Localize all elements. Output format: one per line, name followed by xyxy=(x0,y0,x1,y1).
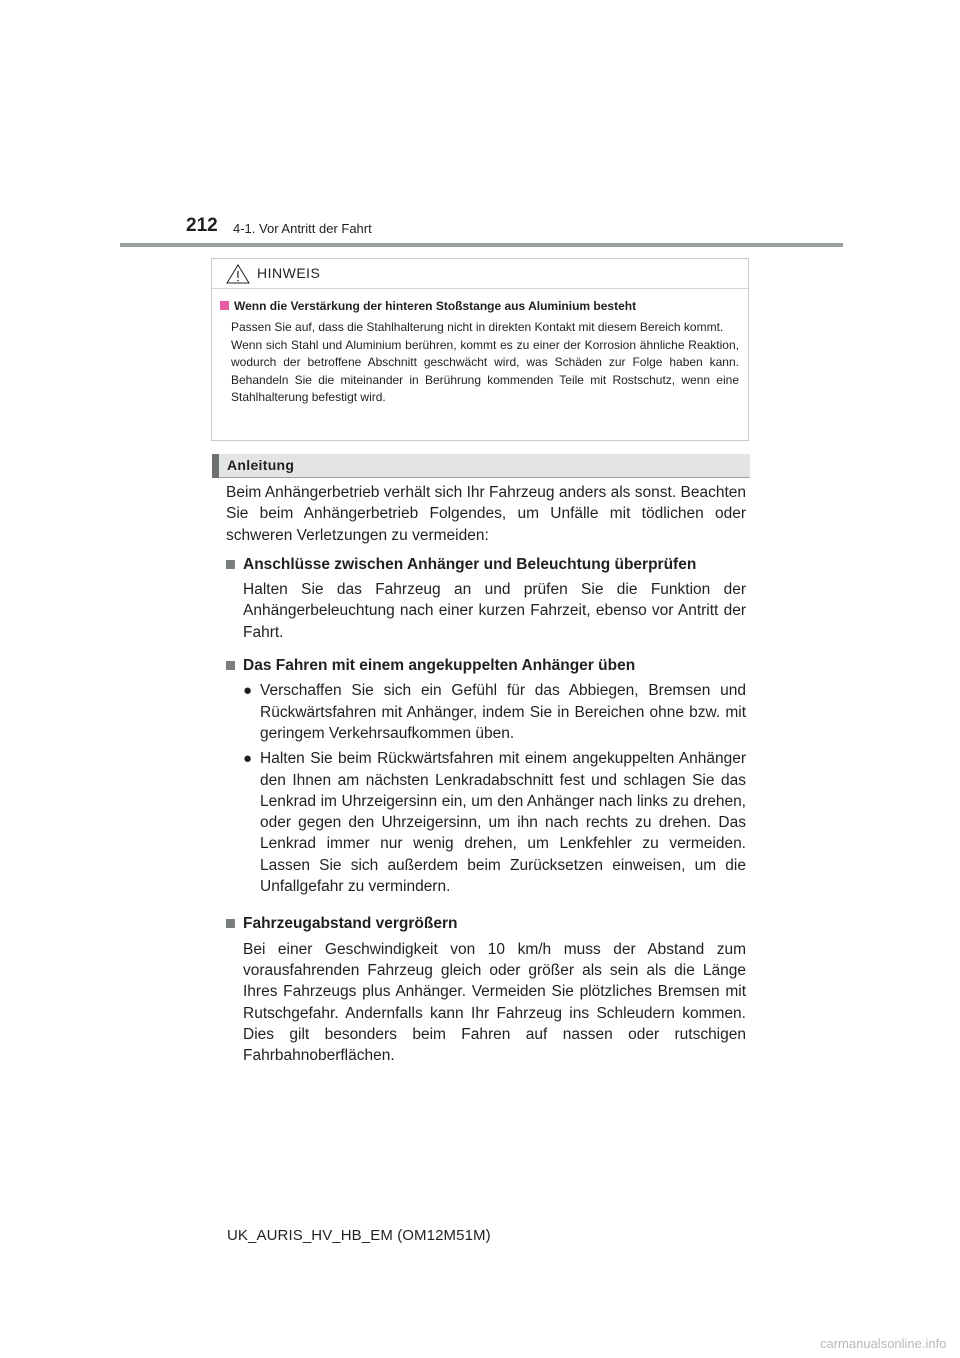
notice-subheading-text: Wenn die Verstärkung der hinteren Stoßstange aus Aluminium besteht xyxy=(234,299,637,313)
guide-title: Anleitung xyxy=(227,457,295,473)
section-heading-text: Anschlüsse zwischen Anhänger und Beleuchtung überprüfen xyxy=(243,555,697,573)
bullet-text: Verschaffen Sie sich ein Gefühl für das Abbiegen, Bremsen und Rückwärtsfahren mit Anhänger, indem Sie in Bereichen ohne bzw. mit geringem Verkehrsaufkommen üben. xyxy=(260,682,746,742)
page-header xyxy=(0,0,960,250)
page-number: 212 xyxy=(186,215,218,236)
bullet-text: Halten Sie beim Rückwärtsfahren mit einem angekuppelten Anhänger den Ihnen am nächsten Lenkradabschnitt fest und schlagen Sie das Lenkrad im Uhrzeigersinn ein, um den Anhänger nach links zu drehen, oder gegen den Uhrzeigersinn, um ihn nach rechts zu drehen. Das Lenkrad immer nur wenig drehen, um Lenkfehler zu vermeiden. Lassen Sie sich außerdem beim Zurücksetzen einweisen, um die Unfallgefahr zu vermindern. xyxy=(260,750,746,896)
notice-title: HINWEIS xyxy=(257,265,321,281)
watermark: carmanualsonline.info xyxy=(820,1336,947,1351)
notice-text xyxy=(231,319,739,407)
square-bullet-icon xyxy=(226,919,235,928)
notice-subheading xyxy=(220,298,739,314)
guide-heading-bar xyxy=(212,454,750,478)
notice-header xyxy=(212,259,748,289)
heading-accent xyxy=(212,454,219,478)
bullet-item xyxy=(243,680,746,744)
notice-paragraph: Passen Sie auf, dass die Stahlhalterung nicht in direkten Kontakt mit diesem Bereich kommt. xyxy=(231,320,724,334)
section-text: Halten Sie das Fahrzeug an und prüfen Sie die Funktion der Anhängerbeleuchtung nach einer kurzen Fahrzeit, ebenso vor Antritt der Fahrt. xyxy=(243,581,746,641)
section-heading-text: Fahrzeugabstand vergrößern xyxy=(243,915,458,933)
notice-paragraph: Wenn sich Stahl und Aluminium berühren, kommt es zu einer der Korrosion ähnliche Reaktion, wodurch der betroffene Abschnitt geschwächt wird, was Schäden zur Folge haben kann. Behandeln Sie die miteinander in Berührung kommenden Teile mit Rostschutz, wenn eine Stahlhalterung befestigt wird. xyxy=(231,337,739,404)
section-heading xyxy=(226,655,746,676)
square-bullet-icon xyxy=(220,301,229,310)
section-heading-text: Das Fahren mit einem angekuppelten Anhänger üben xyxy=(243,657,636,675)
footer-model-code: UK_AURIS_HV_HB_EM (OM12M51M) xyxy=(227,1227,491,1244)
circle-bullet-icon: ● xyxy=(243,682,253,700)
section-text: Bei einer Geschwindigkeit von 10 km/h muss der Abstand zum vorausfahrenden Fahrzeug gleich oder größer als sein als die Länge Ihres Fahrzeugs plus Anhänger. Vermeiden Sie plötzliches Bremsen mit Rutschgefahr. Andernfalls kann Ihr Fahrzeug ins Schleudern kommen. Dies gilt besonders beim Fahren auf nassen oder rutschigen Fahrbahnoberflächen. xyxy=(243,940,746,1065)
square-bullet-icon xyxy=(226,560,235,569)
section-title: 4-1. Vor Antritt der Fahrt xyxy=(233,221,372,236)
circle-bullet-icon: ● xyxy=(243,750,253,768)
warning-triangle-icon xyxy=(226,264,250,284)
notice-body xyxy=(212,289,748,407)
section-heading xyxy=(226,913,746,934)
guide-content xyxy=(226,482,746,1066)
header-divider xyxy=(120,243,843,247)
intro-paragraph: Beim Anhängerbetrieb verhält sich Ihr Fahrzeug anders als sonst. Beachten Sie beim Anhängerbetrieb Folgendes, um Unfälle mit tödlichen oder schweren Verletzungen zu vermeiden: xyxy=(226,484,746,544)
square-bullet-icon xyxy=(226,661,235,670)
bullet-item xyxy=(243,748,746,897)
notice-box xyxy=(211,258,749,441)
section-heading xyxy=(226,554,746,575)
